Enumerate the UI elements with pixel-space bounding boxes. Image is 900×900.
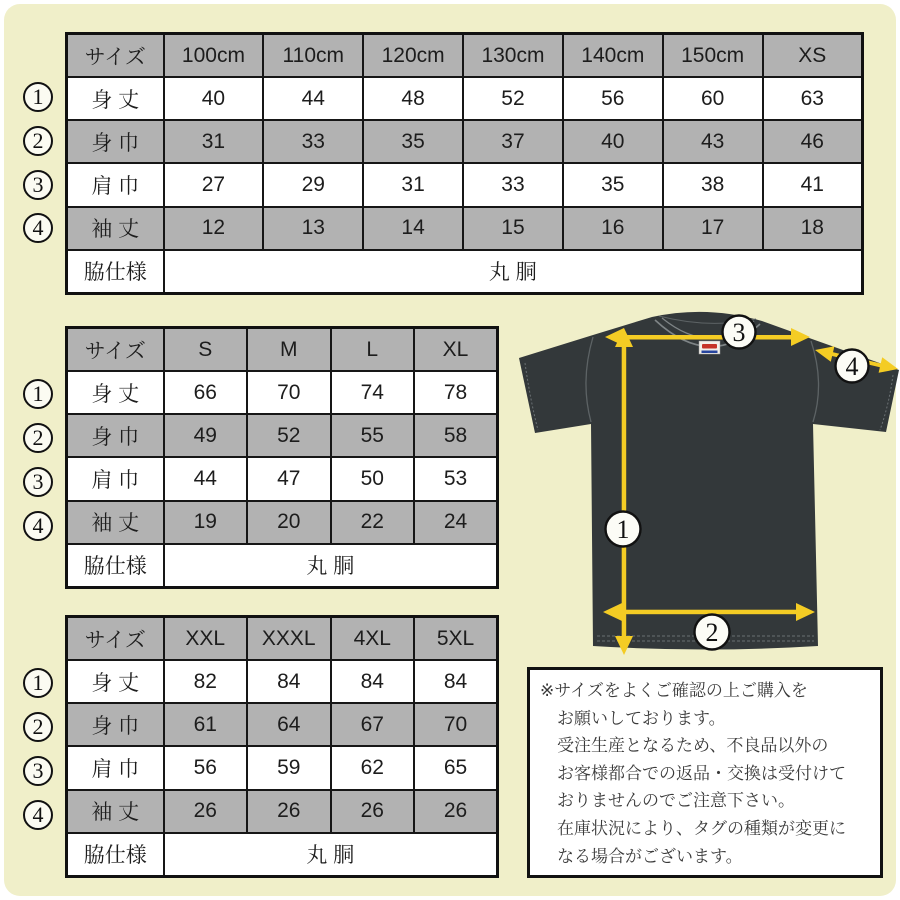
header-cell: 130cm	[463, 34, 563, 78]
value-cell: 56	[164, 746, 248, 789]
table-row	[67, 703, 498, 746]
footer-label-cell: 脇仕様	[67, 544, 164, 588]
value-cell: 56	[563, 77, 663, 120]
table-header-row	[67, 617, 498, 661]
value-cell: 35	[563, 163, 663, 206]
value-cell: 37	[463, 120, 563, 163]
value-cell: 44	[263, 77, 363, 120]
value-cell: 70	[247, 371, 331, 414]
svg-text:1: 1	[616, 515, 630, 544]
table-row	[67, 77, 863, 120]
note-line: なる場合がございます。	[557, 846, 743, 866]
value-cell: 15	[463, 207, 563, 250]
row-label-cell: 肩 巾	[67, 746, 164, 789]
value-cell: 60	[663, 77, 763, 120]
value-cell: 50	[331, 457, 415, 500]
table-row	[67, 414, 498, 457]
value-cell: 53	[414, 457, 498, 500]
header-cell: XXXL	[247, 617, 331, 661]
footer-value-cell: 丸 胴	[164, 250, 863, 294]
tshirt-measurement-diagram	[509, 299, 900, 667]
note-line: ※サイズをよくご確認の上ご購入を	[540, 681, 808, 700]
value-cell: 40	[563, 120, 663, 163]
value-cell: 63	[763, 77, 863, 120]
value-cell: 82	[164, 660, 248, 703]
value-cell: 38	[663, 163, 763, 206]
row-label-cell: 肩 巾	[67, 457, 164, 500]
svg-text:3: 3	[732, 318, 746, 347]
header-cell: サイズ	[67, 617, 164, 661]
header-cell: 110cm	[263, 34, 363, 78]
header-cell: サイズ	[67, 328, 164, 372]
note-line: 受注生産となるため、不良品以外の	[557, 736, 829, 756]
row-label-cell: 身 丈	[67, 371, 164, 414]
row-marker-2: 2	[23, 423, 53, 453]
row-label-cell: 袖 丈	[67, 790, 164, 833]
table-footer-row	[67, 544, 498, 588]
value-cell: 84	[247, 660, 331, 703]
table-row	[67, 163, 863, 206]
footer-value-cell: 丸 胴	[164, 833, 498, 877]
value-cell: 13	[263, 207, 363, 250]
value-cell: 52	[247, 414, 331, 457]
value-cell: 14	[363, 207, 463, 250]
value-cell: 33	[263, 120, 363, 163]
row-label-cell: 身 巾	[67, 414, 164, 457]
value-cell: 70	[414, 703, 498, 746]
value-cell: 65	[414, 746, 498, 789]
shirt-marker-3	[723, 316, 756, 349]
row-label-cell: 身 巾	[67, 703, 164, 746]
table-row	[67, 660, 498, 703]
value-cell: 16	[563, 207, 663, 250]
value-cell: 48	[363, 77, 463, 120]
footer-value-cell: 丸 胴	[164, 544, 498, 588]
value-cell: 18	[763, 207, 863, 250]
value-cell: 66	[164, 371, 248, 414]
value-cell: 33	[463, 163, 563, 206]
row-label-cell: 身 巾	[67, 120, 164, 163]
value-cell: 20	[247, 501, 331, 544]
header-cell: 100cm	[164, 34, 264, 78]
value-cell: 27	[164, 163, 264, 206]
footer-label-cell: 脇仕様	[67, 250, 164, 294]
header-cell: XS	[763, 34, 863, 78]
value-cell: 24	[414, 501, 498, 544]
row-marker-2: 2	[23, 126, 53, 156]
value-cell: 40	[164, 77, 264, 120]
row-label-cell: 身 丈	[67, 77, 164, 120]
shirt-marker-4	[836, 350, 869, 383]
header-cell: S	[164, 328, 248, 372]
value-cell: 67	[331, 703, 415, 746]
value-cell: 49	[164, 414, 248, 457]
value-cell: 47	[247, 457, 331, 500]
footer-label-cell: 脇仕様	[67, 833, 164, 877]
table-row	[67, 501, 498, 544]
note-line: 在庫状況により、タグの種類が変更に	[557, 818, 846, 838]
header-cell: 4XL	[331, 617, 415, 661]
row-marker-4: 4	[23, 800, 53, 830]
row-marker-2: 2	[23, 712, 53, 742]
row-marker-1: 1	[23, 379, 53, 409]
table-row	[67, 790, 498, 833]
svg-text:2: 2	[705, 618, 719, 647]
purchase-notes-box	[527, 667, 883, 878]
value-cell: 46	[763, 120, 863, 163]
row-label-cell: 身 丈	[67, 660, 164, 703]
header-cell: XL	[414, 328, 498, 372]
brand-tag	[699, 341, 720, 354]
header-cell: 120cm	[363, 34, 463, 78]
row-label-cell: 袖 丈	[67, 207, 164, 250]
value-cell: 55	[331, 414, 415, 457]
value-cell: 43	[663, 120, 763, 163]
page-background	[4, 4, 896, 896]
note-line: お客様都合での返品・交換は受付けて	[557, 763, 846, 783]
value-cell: 31	[363, 163, 463, 206]
value-cell: 78	[414, 371, 498, 414]
row-marker-1: 1	[23, 668, 53, 698]
value-cell: 19	[164, 501, 248, 544]
value-cell: 64	[247, 703, 331, 746]
size-table-big	[65, 615, 499, 878]
value-cell: 29	[263, 163, 363, 206]
row-marker-4: 4	[23, 213, 53, 243]
row-marker-3: 3	[23, 756, 53, 786]
row-label-cell: 袖 丈	[67, 501, 164, 544]
header-cell: 150cm	[663, 34, 763, 78]
value-cell: 35	[363, 120, 463, 163]
value-cell: 62	[331, 746, 415, 789]
row-marker-1: 1	[23, 82, 53, 112]
header-cell: L	[331, 328, 415, 372]
header-cell: M	[247, 328, 331, 372]
value-cell: 41	[763, 163, 863, 206]
value-cell: 12	[164, 207, 264, 250]
table-row	[67, 746, 498, 789]
row-label-cell: 肩 巾	[67, 163, 164, 206]
table-row	[67, 120, 863, 163]
size-table-adult	[65, 326, 499, 589]
header-cell: XXL	[164, 617, 248, 661]
value-cell: 59	[247, 746, 331, 789]
header-cell: 140cm	[563, 34, 663, 78]
value-cell: 17	[663, 207, 763, 250]
table-row	[67, 457, 498, 500]
value-cell: 44	[164, 457, 248, 500]
shirt-marker-1	[606, 512, 641, 547]
value-cell: 58	[414, 414, 498, 457]
row-marker-3: 3	[23, 467, 53, 497]
table-footer-row	[67, 250, 863, 294]
header-cell: サイズ	[67, 34, 164, 78]
row-marker-3: 3	[23, 170, 53, 200]
value-cell: 26	[164, 790, 248, 833]
value-cell: 61	[164, 703, 248, 746]
value-cell: 26	[414, 790, 498, 833]
table-footer-row	[67, 833, 498, 877]
header-cell: 5XL	[414, 617, 498, 661]
table-row	[67, 371, 498, 414]
table-header-row	[67, 34, 863, 78]
table-header-row	[67, 328, 498, 372]
shirt-marker-2	[695, 615, 730, 650]
svg-text:4: 4	[845, 352, 859, 381]
value-cell: 74	[331, 371, 415, 414]
table-row	[67, 207, 863, 250]
value-cell: 84	[414, 660, 498, 703]
value-cell: 52	[463, 77, 563, 120]
value-cell: 31	[164, 120, 264, 163]
row-marker-4: 4	[23, 511, 53, 541]
note-line: おりませんのでご注意下さい。	[557, 791, 795, 811]
value-cell: 84	[331, 660, 415, 703]
value-cell: 26	[247, 790, 331, 833]
note-line: お願いしております。	[557, 708, 726, 728]
value-cell: 22	[331, 501, 415, 544]
size-table-kids	[65, 32, 864, 295]
value-cell: 26	[331, 790, 415, 833]
